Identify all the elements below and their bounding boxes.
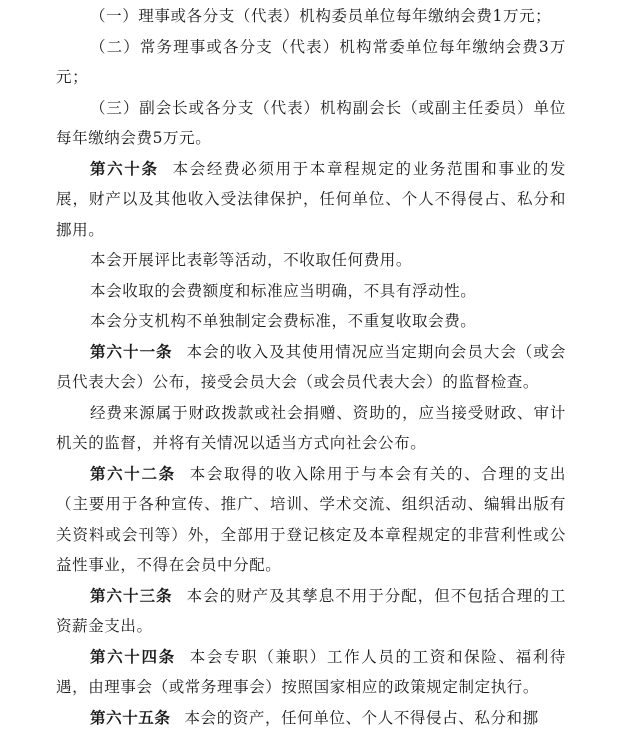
paragraph-fund-supervision bbox=[56, 398, 566, 459]
paragraph-awards-no-fee bbox=[56, 245, 566, 276]
paragraph-text: 本会的资产，任何单位、个人不得侵占、私分和挪 bbox=[185, 709, 539, 727]
article-60 bbox=[56, 154, 566, 246]
paragraph-dues-fixed bbox=[56, 276, 566, 307]
paragraph-text: 本会取得的收入除用于与本会有关的、合理的支出（主要用于各种宣传、推广、培训、学术交流、组织活动、编辑出版有关资料或会刊等）外，全部用于登记核定及本章程规定的非营利性或公益性事业，不得在会员中分配。 bbox=[56, 465, 566, 575]
paragraph-text: 本会专职（兼职）工作人员的工资和保险、福利待遇，由理事会（或常务理事会）按照国家相应的政策规定制定执行。 bbox=[56, 648, 566, 697]
article-heading: 第六十四条 bbox=[90, 647, 176, 666]
article-heading: 第六十条 bbox=[90, 159, 159, 178]
paragraph-text: 本会开展评比表彰等活动，不收取任何费用。 bbox=[90, 251, 412, 269]
paragraph-text: 本会分支机构不单独制定会费标准，不重复收取会费。 bbox=[90, 312, 476, 330]
paragraph-branch-dues bbox=[56, 306, 566, 337]
article-heading: 第六十三条 bbox=[90, 586, 173, 605]
paragraph-dues-item-1 bbox=[56, 1, 566, 32]
article-65 bbox=[56, 703, 566, 733]
paragraph-text: （一）理事或各分支（代表）机构委员单位每年缴纳会费1万元； bbox=[90, 7, 551, 25]
article-heading: 第六十二条 bbox=[90, 464, 176, 483]
article-64 bbox=[56, 642, 566, 703]
article-heading: 第六十一条 bbox=[90, 342, 173, 361]
article-heading: 第六十五条 bbox=[90, 708, 171, 727]
document-page bbox=[56, 0, 566, 733]
paragraph-text: 经费来源属于财政拨款或社会捐赠、资助的，应当接受财政、审计机关的监督，并将有关情况以适当方式向社会公布。 bbox=[56, 404, 566, 453]
paragraph-text: 本会的收入及其使用情况应当定期向会员大会（或会员代表大会）公布，接受会员大会（或会员代表大会）的监督检查。 bbox=[56, 343, 566, 392]
paragraph-dues-item-3 bbox=[56, 93, 566, 154]
article-62 bbox=[56, 459, 566, 581]
article-61 bbox=[56, 337, 566, 398]
paragraph-text: 本会收取的会费额度和标准应当明确，不具有浮动性。 bbox=[90, 282, 476, 300]
paragraph-text: 本会的财产及其孳息不用于分配，但不包括合理的工资薪金支出。 bbox=[56, 587, 566, 636]
paragraph-text: （二）常务理事或各分支（代表）机构常委单位每年缴纳会费3万元； bbox=[56, 38, 566, 87]
article-63 bbox=[56, 581, 566, 642]
paragraph-dues-item-2 bbox=[56, 32, 566, 93]
paragraph-text: （三）副会长或各分支（代表）机构副会长（或副主任委员）单位每年缴纳会费5万元。 bbox=[56, 99, 566, 148]
paragraph-text: 本会经费必须用于本章程规定的业务范围和事业的发展，财产以及其他收入受法律保护，任何单位、个人不得侵占、私分和挪用。 bbox=[56, 160, 566, 239]
